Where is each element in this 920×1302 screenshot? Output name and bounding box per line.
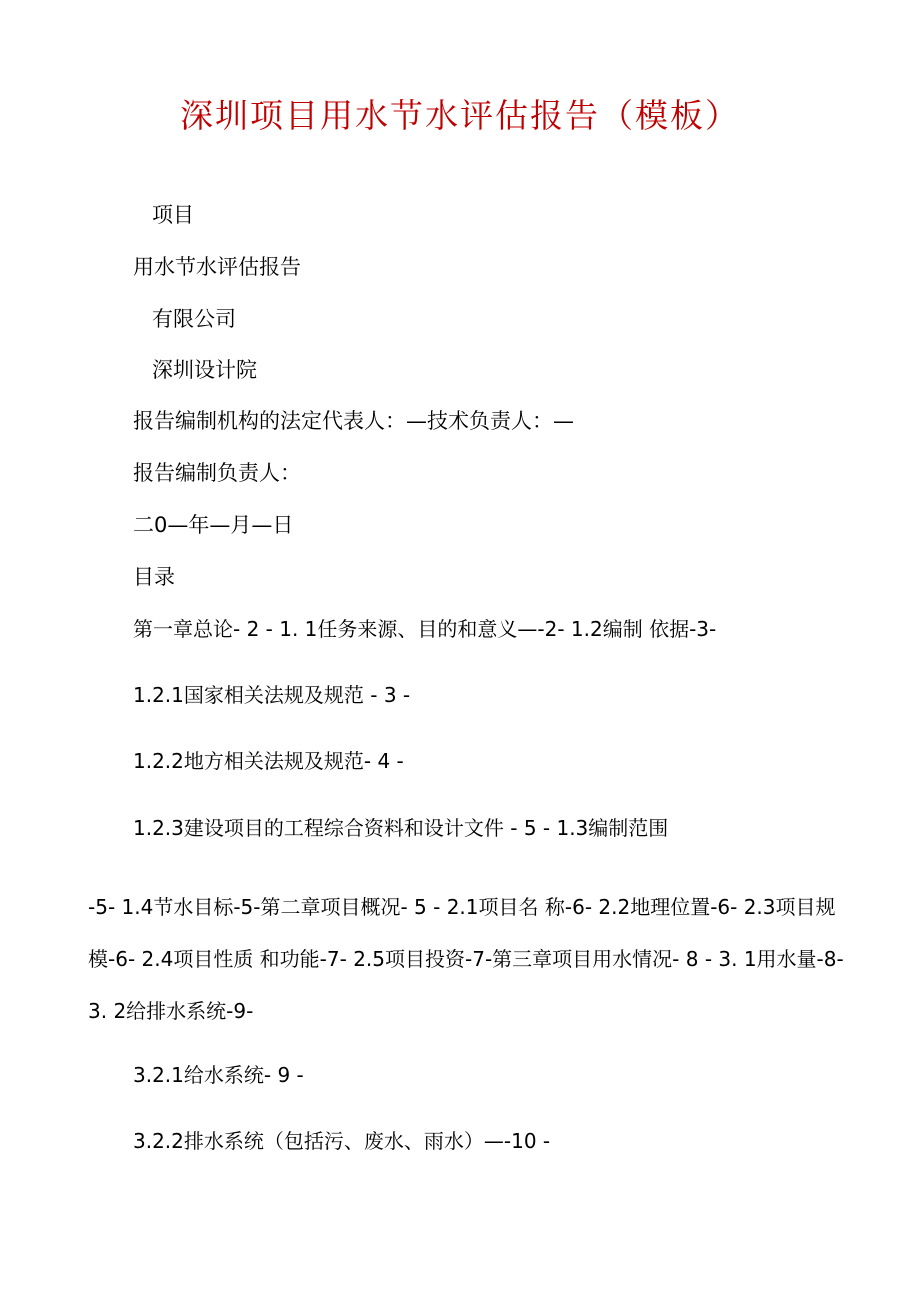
toc-line: 1.2.2地方相关法规及规范- 4 - [133,749,404,773]
toc-line: 1.2.3建设项目的工程综合资料和设计文件 - 5 - 1.3编制范围 [133,816,669,840]
toc-line: 1.2.1国家相关法规及规范 - 3 - [133,683,411,707]
toc-line: 3.2.1给水系统- 9 - [133,1063,304,1087]
cover-date: 二0—年—月—日 [133,513,294,537]
toc-line: 第一章总论- 2 - 1. 1任务来源、目的和意义—-2- 1.2编制 依据-3- [133,617,717,641]
cover-legal-representative: 报告编制机构的法定代表人：—技术负责人：— [133,409,574,433]
toc-paragraph: -5- 1.4节水目标-5-第二章项目概况- 5 - 2.1项目名 称-6- 2.2地理位置-6- 2.3项目规模-6- 2.4项目性质 和功能-7- 2.5项目投资-7-第三章项目用水情况- 8 - 3. 1用水量-8- 3. 2给排水系统-9- [88,895,844,1023]
cover-report-lead: 报告编制负责人： [133,461,301,485]
document-title: 深圳项目用水节水评估报告（模板） [180,96,740,135]
toc-heading: 目录 [133,565,175,589]
cover-institute: 深圳设计院 [152,358,257,382]
cover-report-name: 用水节水评估报告 [133,255,301,279]
toc-line: 3.2.2排水系统（包括污、废水、雨水）—-10 - [133,1129,551,1153]
cover-company: 有限公司 [152,307,236,331]
cover-project: 项目 [152,203,194,227]
